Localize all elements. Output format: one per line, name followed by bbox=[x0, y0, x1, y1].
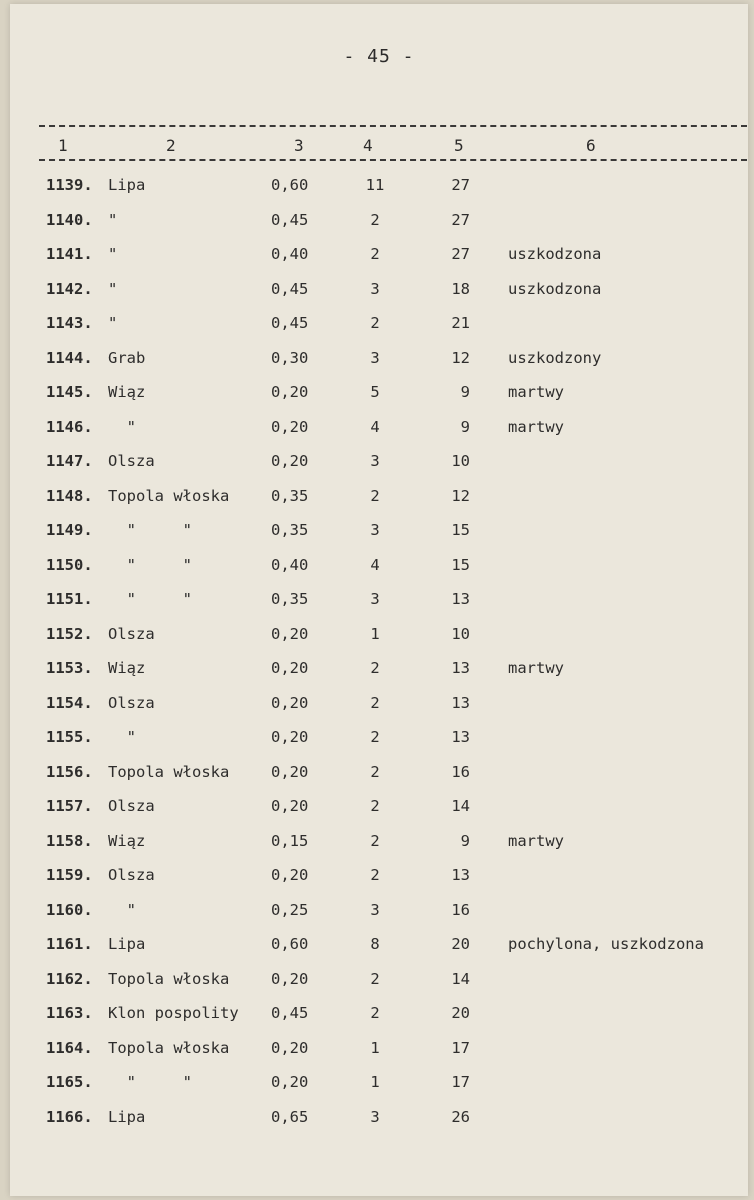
tree-species: Lipa bbox=[108, 1107, 146, 1126]
table-top-rule bbox=[39, 125, 747, 127]
table-row bbox=[10, 797, 748, 831]
column-header-2: 2 bbox=[166, 136, 176, 155]
tree-count: 2 bbox=[370, 797, 380, 815]
tree-species: Grab bbox=[108, 348, 146, 367]
tree-diameter: 0,20 bbox=[271, 693, 309, 712]
tree-count: 3 bbox=[370, 1107, 380, 1126]
tree-number: 1164. bbox=[46, 1038, 93, 1057]
tree-count: 1 bbox=[370, 624, 380, 643]
tree-diameter: 0,20 bbox=[271, 762, 309, 781]
tree-diameter: 0,45 bbox=[271, 314, 309, 332]
tree-diameter: 0,45 bbox=[271, 1004, 309, 1022]
tree-number: 1142. bbox=[46, 279, 93, 298]
tree-species: Lipa bbox=[108, 176, 146, 194]
tree-species: " bbox=[108, 900, 136, 919]
tree-number: 1154. bbox=[46, 693, 93, 712]
tree-height: 13 bbox=[451, 866, 470, 884]
tree-height: 15 bbox=[451, 521, 470, 539]
tree-species: " " bbox=[108, 1073, 192, 1091]
tree-height: 12 bbox=[451, 486, 470, 505]
tree-height: 18 bbox=[451, 279, 470, 298]
tree-count: 2 bbox=[370, 1004, 380, 1022]
table-row bbox=[10, 970, 748, 1004]
tree-height: 9 bbox=[460, 417, 470, 436]
tree-species: " bbox=[108, 245, 118, 263]
tree-number: 1163. bbox=[46, 1004, 93, 1022]
tree-number: 1156. bbox=[46, 762, 93, 781]
table-row bbox=[10, 625, 748, 659]
tree-count: 2 bbox=[370, 728, 380, 746]
tree-condition-note: martwy bbox=[508, 383, 564, 401]
tree-count: 8 bbox=[370, 935, 380, 953]
tree-number: 1165. bbox=[46, 1073, 93, 1091]
table-row bbox=[10, 521, 748, 555]
table-row bbox=[10, 1108, 748, 1142]
tree-number: 1151. bbox=[46, 590, 93, 608]
tree-species: Topola włoska bbox=[108, 762, 230, 781]
tree-species: " bbox=[108, 210, 118, 229]
tree-count: 3 bbox=[370, 348, 380, 367]
tree-height: 17 bbox=[451, 1073, 470, 1091]
tree-number: 1144. bbox=[46, 348, 93, 367]
tree-count: 4 bbox=[370, 555, 380, 574]
tree-number: 1148. bbox=[46, 486, 93, 505]
tree-number: 1161. bbox=[46, 935, 93, 953]
table-row bbox=[10, 694, 748, 728]
tree-diameter: 0,30 bbox=[271, 348, 309, 367]
table-row bbox=[10, 763, 748, 797]
table-row bbox=[10, 590, 748, 624]
tree-diameter: 0,60 bbox=[271, 176, 309, 194]
tree-count: 3 bbox=[370, 900, 380, 919]
table-row bbox=[10, 659, 748, 693]
tree-diameter: 0,40 bbox=[271, 245, 309, 263]
tree-count: 2 bbox=[370, 245, 380, 263]
tree-number: 1157. bbox=[46, 797, 93, 815]
tree-diameter: 0,20 bbox=[271, 1038, 309, 1057]
page-number: - 45 - bbox=[343, 46, 415, 67]
tree-height: 27 bbox=[451, 176, 470, 194]
tree-count: 3 bbox=[370, 279, 380, 298]
tree-number: 1155. bbox=[46, 728, 93, 746]
tree-count: 3 bbox=[370, 521, 380, 539]
tree-count: 1 bbox=[370, 1038, 380, 1057]
tree-diameter: 0,20 bbox=[271, 417, 309, 436]
tree-number: 1162. bbox=[46, 969, 93, 988]
table-row bbox=[10, 556, 748, 590]
table-row bbox=[10, 1039, 748, 1073]
tree-height: 27 bbox=[451, 210, 470, 229]
table-row bbox=[10, 280, 748, 314]
tree-height: 20 bbox=[451, 935, 470, 953]
tree-count: 2 bbox=[370, 762, 380, 781]
tree-diameter: 0,20 bbox=[271, 452, 309, 470]
column-header-4: 4 bbox=[363, 136, 373, 155]
tree-height: 13 bbox=[451, 728, 470, 746]
tree-number: 1159. bbox=[46, 866, 93, 884]
table-row bbox=[10, 1073, 748, 1107]
tree-height: 16 bbox=[451, 900, 470, 919]
table-row bbox=[10, 176, 748, 210]
tree-height: 13 bbox=[451, 590, 470, 608]
tree-diameter: 0,15 bbox=[271, 831, 309, 850]
tree-count: 1 bbox=[370, 1073, 380, 1091]
table-row bbox=[10, 245, 748, 279]
tree-condition-note: martwy bbox=[508, 831, 564, 850]
tree-species: Topola włoska bbox=[108, 969, 230, 988]
tree-species: " bbox=[108, 728, 136, 746]
tree-species: " " bbox=[108, 590, 192, 608]
table-row bbox=[10, 866, 748, 900]
tree-height: 16 bbox=[451, 762, 470, 781]
tree-height: 9 bbox=[460, 831, 470, 850]
tree-diameter: 0,20 bbox=[271, 624, 309, 643]
table-header-rule bbox=[39, 159, 747, 161]
tree-count: 11 bbox=[365, 176, 385, 194]
tree-species: Olsza bbox=[108, 797, 155, 815]
table-row bbox=[10, 383, 748, 417]
tree-count: 3 bbox=[370, 452, 380, 470]
tree-diameter: 0,40 bbox=[271, 555, 309, 574]
tree-species: Topola włoska bbox=[108, 486, 230, 505]
tree-species: Olsza bbox=[108, 866, 155, 884]
tree-number: 1146. bbox=[46, 417, 93, 436]
tree-species: " " bbox=[108, 521, 192, 539]
tree-height: 26 bbox=[451, 1107, 470, 1126]
tree-diameter: 0,20 bbox=[271, 1073, 309, 1091]
table-row bbox=[10, 832, 748, 866]
tree-diameter: 0,35 bbox=[271, 486, 309, 505]
column-header-6: 6 bbox=[586, 136, 596, 155]
tree-number: 1141. bbox=[46, 245, 93, 263]
tree-diameter: 0,20 bbox=[271, 659, 309, 677]
tree-height: 15 bbox=[451, 555, 470, 574]
tree-number: 1153. bbox=[46, 659, 93, 677]
tree-number: 1149. bbox=[46, 521, 93, 539]
tree-height: 9 bbox=[460, 383, 470, 401]
tree-height: 20 bbox=[451, 1004, 470, 1022]
tree-count: 2 bbox=[370, 831, 380, 850]
tree-number: 1166. bbox=[46, 1107, 93, 1126]
tree-height: 10 bbox=[451, 624, 470, 643]
table-row bbox=[10, 901, 748, 935]
tree-height: 14 bbox=[451, 797, 470, 815]
tree-count: 2 bbox=[370, 866, 380, 884]
column-header-3: 3 bbox=[294, 136, 304, 155]
tree-condition-note: uszkodzona bbox=[508, 279, 602, 298]
tree-count: 4 bbox=[370, 417, 380, 436]
column-header-1: 1 bbox=[58, 136, 68, 155]
table-row bbox=[10, 1004, 748, 1038]
column-header-5: 5 bbox=[454, 136, 464, 155]
tree-species: " bbox=[108, 417, 136, 436]
tree-count: 2 bbox=[370, 659, 380, 677]
tree-count: 3 bbox=[370, 590, 380, 608]
tree-species: Wiąz bbox=[108, 659, 146, 677]
tree-diameter: 0,20 bbox=[271, 866, 309, 884]
tree-diameter: 0,20 bbox=[271, 969, 309, 988]
tree-height: 10 bbox=[451, 452, 470, 470]
tree-diameter: 0,65 bbox=[271, 1107, 309, 1126]
tree-condition-note: martwy bbox=[508, 417, 564, 436]
tree-species: " bbox=[108, 279, 118, 298]
table-row bbox=[10, 935, 748, 969]
tree-height: 12 bbox=[451, 348, 470, 367]
tree-species: " bbox=[108, 314, 118, 332]
tree-count: 2 bbox=[370, 693, 380, 712]
tree-height: 17 bbox=[451, 1038, 470, 1057]
document-page bbox=[10, 4, 748, 1196]
tree-condition-note: uszkodzona bbox=[508, 245, 602, 263]
tree-species: Olsza bbox=[108, 693, 155, 712]
tree-species: Wiąz bbox=[108, 831, 146, 850]
tree-count: 2 bbox=[370, 314, 380, 332]
tree-species: Topola włoska bbox=[108, 1038, 230, 1057]
tree-height: 27 bbox=[451, 245, 470, 263]
tree-species: Wiąz bbox=[108, 383, 146, 401]
tree-diameter: 0,20 bbox=[271, 383, 309, 401]
tree-species: Olsza bbox=[108, 624, 155, 643]
tree-number: 1140. bbox=[46, 210, 93, 229]
tree-diameter: 0,45 bbox=[271, 279, 309, 298]
tree-number: 1143. bbox=[46, 314, 93, 332]
tree-height: 13 bbox=[451, 693, 470, 712]
tree-condition-note: martwy bbox=[508, 659, 564, 677]
tree-condition-note: pochylona, uszkodzona bbox=[508, 935, 704, 953]
table-row bbox=[10, 314, 748, 348]
table-row bbox=[10, 211, 748, 245]
tree-diameter: 0,25 bbox=[271, 900, 309, 919]
tree-diameter: 0,60 bbox=[271, 935, 309, 953]
tree-diameter: 0,35 bbox=[271, 521, 309, 539]
tree-number: 1152. bbox=[46, 624, 93, 643]
tree-number: 1158. bbox=[46, 831, 93, 850]
tree-height: 14 bbox=[451, 969, 470, 988]
table-row bbox=[10, 418, 748, 452]
tree-number: 1147. bbox=[46, 452, 93, 470]
tree-diameter: 0,45 bbox=[271, 210, 309, 229]
tree-number: 1150. bbox=[46, 555, 93, 574]
tree-count: 2 bbox=[370, 969, 380, 988]
tree-species: " " bbox=[108, 555, 192, 574]
tree-count: 5 bbox=[370, 383, 380, 401]
table-row bbox=[10, 349, 748, 383]
tree-diameter: 0,20 bbox=[271, 728, 309, 746]
tree-height: 21 bbox=[451, 314, 470, 332]
tree-count: 2 bbox=[370, 210, 380, 229]
tree-condition-note: uszkodzony bbox=[508, 348, 602, 367]
table-row bbox=[10, 452, 748, 486]
tree-diameter: 0,35 bbox=[271, 590, 309, 608]
tree-count: 2 bbox=[370, 486, 380, 505]
tree-number: 1160. bbox=[46, 900, 93, 919]
tree-species: Klon pospolity bbox=[108, 1004, 239, 1022]
tree-species: Lipa bbox=[108, 935, 146, 953]
tree-diameter: 0,20 bbox=[271, 797, 309, 815]
table-row bbox=[10, 728, 748, 762]
tree-height: 13 bbox=[451, 659, 470, 677]
tree-species: Olsza bbox=[108, 452, 155, 470]
tree-number: 1139. bbox=[46, 176, 93, 194]
table-row bbox=[10, 487, 748, 521]
tree-number: 1145. bbox=[46, 383, 93, 401]
